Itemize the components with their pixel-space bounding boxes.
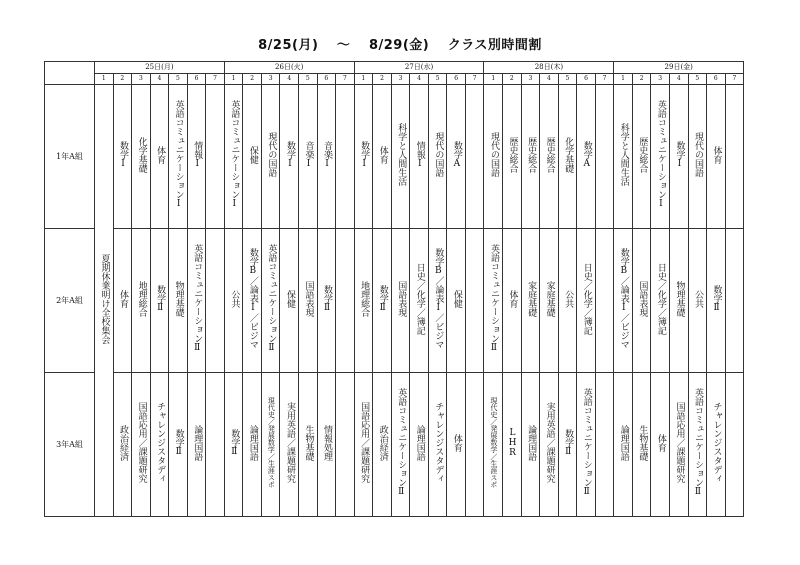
period-header: 2 [503, 74, 522, 85]
timetable-cell [261, 229, 280, 373]
subject-label: LHR [507, 427, 518, 458]
subject-label: 体育 [711, 145, 722, 164]
period-header: 1 [354, 74, 373, 85]
class-label: 3年A組 [45, 373, 95, 517]
timetable-cell [540, 229, 559, 373]
timetable-cell [725, 85, 744, 229]
timetable-cell [595, 229, 614, 373]
subject-label: 国語表現 [303, 280, 314, 317]
header-corner [45, 62, 95, 85]
subject-label: 論理国語 [414, 424, 425, 461]
subject-label: 実用英語／課題研究 [284, 402, 295, 483]
subject-label: 英語コミュニケーションⅠ [173, 100, 184, 209]
subject-label: 数学Ⅱ [377, 284, 388, 313]
subject-label: 現代史／発展数学／生涯スポ [489, 397, 498, 488]
period-header: 4 [540, 74, 559, 85]
timetable-cell [484, 85, 503, 229]
timetable-cell [521, 229, 540, 373]
day-header: 25日(月) [95, 62, 225, 74]
timetable-cell [614, 229, 633, 373]
period-header: 4 [280, 74, 299, 85]
subject-label: 論理国語 [247, 424, 258, 461]
timetable-cell [651, 229, 670, 373]
period-header: 7 [336, 74, 355, 85]
subject-label: 数学Ⅱ [711, 284, 722, 313]
subject-label: 数学Ⅰ [359, 140, 370, 169]
day-header: 26日(火) [224, 62, 354, 74]
timetable-cell [428, 85, 447, 229]
timetable-cell [577, 85, 596, 229]
timetable-cell [595, 373, 614, 517]
subject-label: 数学A [451, 140, 462, 169]
period-header: 5 [558, 74, 577, 85]
timetable-cell [707, 373, 726, 517]
timetable-cell [317, 85, 336, 229]
timetable-cell [651, 373, 670, 517]
subject-label: 体育 [377, 145, 388, 164]
subject-label: 情報Ⅰ [192, 140, 203, 169]
subject-label: 公共 [563, 289, 574, 308]
subject-label: 現代の国語 [266, 132, 277, 177]
timetable-cell [113, 85, 132, 229]
period-header: 6 [187, 74, 206, 85]
timetable-cell [132, 85, 151, 229]
timetable-cell [614, 373, 633, 517]
timetable-cell [428, 229, 447, 373]
timetable-cell [428, 373, 447, 517]
subject-label: 英語コミュニケーションⅡ [692, 388, 703, 497]
subject-label: 数学Ⅰ [118, 140, 129, 169]
class-row [45, 85, 744, 229]
period-header: 2 [632, 74, 651, 85]
timetable-cell [132, 229, 151, 373]
period-header: 1 [224, 74, 243, 85]
class-row [45, 229, 744, 373]
subject-label: 物理基礎 [173, 280, 184, 317]
timetable-cell [206, 85, 225, 229]
timetable-cell [224, 373, 243, 517]
period-header: 2 [243, 74, 262, 85]
timetable-cell [410, 229, 429, 373]
timetable-cell [447, 229, 466, 373]
period-header: 3 [132, 74, 151, 85]
timetable-cell [447, 85, 466, 229]
subject-label: 体育 [451, 433, 462, 452]
timetable-cell [150, 85, 169, 229]
subject-label: 数学B／論表Ⅰ／ビジマ [618, 248, 629, 349]
period-header: 5 [299, 74, 318, 85]
timetable-cell [243, 373, 262, 517]
subject-label: 化学基礎 [563, 136, 574, 173]
subject-label: 国語応用／課題研究 [359, 402, 370, 483]
timetable-cell [261, 85, 280, 229]
subject-label: 保健 [451, 289, 462, 308]
day-header: 29日(金) [614, 62, 744, 74]
timetable-cell [354, 373, 373, 517]
timetable-cell [373, 373, 392, 517]
subject-label: 数学A [581, 140, 592, 169]
timetable-cell [206, 373, 225, 517]
subject-label: 論理国語 [618, 424, 629, 461]
timetable-cell [391, 85, 410, 229]
subject-label: 英語コミュニケーションⅡ [581, 388, 592, 497]
timetable-cell [280, 229, 299, 373]
timetable-cell [169, 373, 188, 517]
period-header: 4 [669, 74, 688, 85]
subject-label: 音楽Ⅰ [322, 140, 333, 169]
timetable-cell [595, 85, 614, 229]
subject-label: 情報Ⅰ [414, 140, 425, 169]
timetable-cell [503, 229, 522, 373]
assembly-cell [95, 85, 114, 517]
subject-label: 実用英語／課題研究 [544, 402, 555, 483]
period-header: 6 [447, 74, 466, 85]
period-header: 5 [169, 74, 188, 85]
timetable-cell [632, 229, 651, 373]
subject-label: 公共 [692, 289, 703, 308]
timetable-cell [336, 85, 355, 229]
period-header: 3 [651, 74, 670, 85]
timetable-cell [410, 373, 429, 517]
subject-label: 現代の国語 [488, 132, 499, 177]
assembly-label: 夏期休業明け全校集会 [99, 253, 110, 344]
timetable-cell [688, 229, 707, 373]
subject-label: 科学と人間生活 [618, 123, 629, 186]
period-header: 3 [521, 74, 540, 85]
subject-label: 国語応用／課題研究 [136, 402, 147, 483]
period-header: 4 [150, 74, 169, 85]
period-header: 1 [95, 74, 114, 85]
timetable-cell [521, 373, 540, 517]
subject-label: 物理基礎 [674, 280, 685, 317]
subject-label: 保健 [247, 145, 258, 164]
timetable-cell [317, 373, 336, 517]
subject-label: 数学Ⅰ [284, 140, 295, 169]
class-label: 1年A組 [45, 85, 95, 229]
subject-label: 地理総合 [136, 280, 147, 317]
timetable-cell [558, 229, 577, 373]
subject-label: 日史／化学／簿記 [581, 262, 592, 335]
timetable-cell [651, 85, 670, 229]
subject-label: 論理国語 [526, 424, 537, 461]
timetable-cell [169, 85, 188, 229]
day-header: 27日(水) [354, 62, 484, 74]
class-row [45, 373, 744, 517]
period-header: 2 [373, 74, 392, 85]
page-title: 8/25(月) ～ 8/29(金) クラス別時間割 [258, 38, 542, 53]
subject-label: 日史／化学／簿記 [414, 262, 425, 335]
subject-label: 英語コミュニケーションⅡ [266, 244, 277, 353]
period-header: 3 [261, 74, 280, 85]
timetable-cell [336, 373, 355, 517]
timetable-cell [669, 85, 688, 229]
period-header: 5 [688, 74, 707, 85]
subject-label: 数学Ⅱ [173, 428, 184, 457]
period-header: 1 [614, 74, 633, 85]
period-header: 6 [317, 74, 336, 85]
period-header: 7 [725, 74, 744, 85]
timetable-cell [224, 85, 243, 229]
subject-label: 国語表現 [396, 280, 407, 317]
timetable-cell [725, 373, 744, 517]
timetable-cell [261, 373, 280, 517]
timetable-cell [317, 229, 336, 373]
subject-label: 公共 [229, 289, 240, 308]
subject-label: 歴史総合 [507, 136, 518, 173]
subject-label: チャレンジスタディ [433, 402, 444, 483]
subject-label: 数学Ⅱ [229, 428, 240, 457]
timetable-cell [354, 229, 373, 373]
day-header: 28日(木) [484, 62, 614, 74]
subject-label: 科学と人間生活 [396, 123, 407, 186]
subject-label: 体育 [507, 289, 518, 308]
period-header: 6 [707, 74, 726, 85]
timetable-cell [521, 85, 540, 229]
timetable-cell [503, 85, 522, 229]
timetable-cell [243, 85, 262, 229]
subject-label: 家庭基礎 [544, 280, 555, 317]
timetable-cell [577, 229, 596, 373]
subject-label: チャレンジスタディ [155, 402, 166, 483]
subject-label: 英語コミュニケーションⅠ [655, 100, 666, 209]
subject-label: 歴史総合 [544, 136, 555, 173]
timetable-cell [688, 373, 707, 517]
subject-label: 現代の国語 [433, 132, 444, 177]
timetable-cell [224, 229, 243, 373]
period-header: 7 [206, 74, 225, 85]
period-header: 7 [595, 74, 614, 85]
timetable-cell [465, 373, 484, 517]
timetable-cell [354, 85, 373, 229]
timetable-cell [465, 229, 484, 373]
timetable-cell [113, 229, 132, 373]
timetable-cell [465, 85, 484, 229]
timetable-cell [707, 85, 726, 229]
subject-label: 現代の国語 [692, 132, 703, 177]
subject-label: 音楽Ⅰ [303, 140, 314, 169]
timetable-cell [187, 85, 206, 229]
subject-label: 英語コミュニケーションⅡ [396, 388, 407, 497]
subject-label: 英語コミュニケーションⅠ [229, 100, 240, 209]
subject-label: 政治経済 [377, 424, 388, 461]
timetable-cell [373, 85, 392, 229]
subject-label: 国語応用／課題研究 [674, 402, 685, 483]
timetable-cell [410, 85, 429, 229]
timetable-cell [614, 85, 633, 229]
period-header: 6 [577, 74, 596, 85]
subject-label: 数学B／論表Ⅰ／ビジマ [433, 248, 444, 349]
subject-label: 英語コミュニケーションⅡ [192, 244, 203, 353]
timetable-cell [669, 229, 688, 373]
subject-label: 日史／化学／簿記 [655, 262, 666, 335]
timetable-cell [113, 373, 132, 517]
timetable-cell [391, 373, 410, 517]
timetable-cell [391, 229, 410, 373]
timetable-cell [336, 229, 355, 373]
timetable-cell [577, 373, 596, 517]
timetable-cell [688, 85, 707, 229]
timetable-cell [187, 229, 206, 373]
timetable-cell [280, 85, 299, 229]
subject-label: 生物基礎 [637, 424, 648, 461]
timetable-cell [503, 373, 522, 517]
timetable-cell [280, 373, 299, 517]
timetable-cell [299, 229, 318, 373]
timetable-cell [558, 85, 577, 229]
subject-label: 化学基礎 [136, 136, 147, 173]
subject-label: 英語コミュニケーションⅡ [488, 244, 499, 353]
subject-label: 数学Ⅱ [563, 428, 574, 457]
subject-label: 国語表現 [637, 280, 648, 317]
timetable-cell [299, 373, 318, 517]
timetable-cell [243, 229, 262, 373]
subject-label: 現代史／発展数学／生涯スポ [267, 397, 276, 488]
subject-label: 体育 [655, 433, 666, 452]
subject-label: 保健 [284, 289, 295, 308]
timetable-cell [150, 229, 169, 373]
timetable-cell [632, 373, 651, 517]
timetable-cell [725, 229, 744, 373]
timetable-cell [540, 373, 559, 517]
period-header: 7 [465, 74, 484, 85]
timetable-cell [669, 373, 688, 517]
period-header: 5 [428, 74, 447, 85]
subject-label: 体育 [155, 145, 166, 164]
timetable-cell [187, 373, 206, 517]
timetable-cell [484, 229, 503, 373]
timetable-cell [707, 229, 726, 373]
timetable-cell [447, 373, 466, 517]
subject-label: 生物基礎 [303, 424, 314, 461]
subject-label: 地理総合 [359, 280, 370, 317]
period-header: 2 [113, 74, 132, 85]
period-header: 3 [391, 74, 410, 85]
subject-label: 家庭基礎 [526, 280, 537, 317]
timetable-cell [484, 373, 503, 517]
subject-label: 論理国語 [192, 424, 203, 461]
period-header: 4 [410, 74, 429, 85]
timetable-cell [632, 85, 651, 229]
timetable-cell [206, 229, 225, 373]
subject-label: チャレンジスタディ [711, 402, 722, 483]
subject-label: 数学Ⅱ [155, 284, 166, 313]
class-label: 2年A組 [45, 229, 95, 373]
timetable-cell [540, 85, 559, 229]
timetable-cell [169, 229, 188, 373]
timetable-cell [299, 85, 318, 229]
subject-label: 数学Ⅱ [322, 284, 333, 313]
subject-label: 政治経済 [118, 424, 129, 461]
subject-label: 歴史総合 [637, 136, 648, 173]
subject-label: 情報処理 [322, 424, 333, 461]
timetable-cell [150, 373, 169, 517]
subject-label: 数学Ⅰ [674, 140, 685, 169]
timetable [44, 61, 744, 517]
period-header: 1 [484, 74, 503, 85]
subject-label: 歴史総合 [526, 136, 537, 173]
timetable-cell [132, 373, 151, 517]
timetable-cell [373, 229, 392, 373]
subject-label: 体育 [118, 289, 129, 308]
subject-label: 数学B／論表Ⅰ／ビジマ [247, 248, 258, 349]
timetable-cell [558, 373, 577, 517]
